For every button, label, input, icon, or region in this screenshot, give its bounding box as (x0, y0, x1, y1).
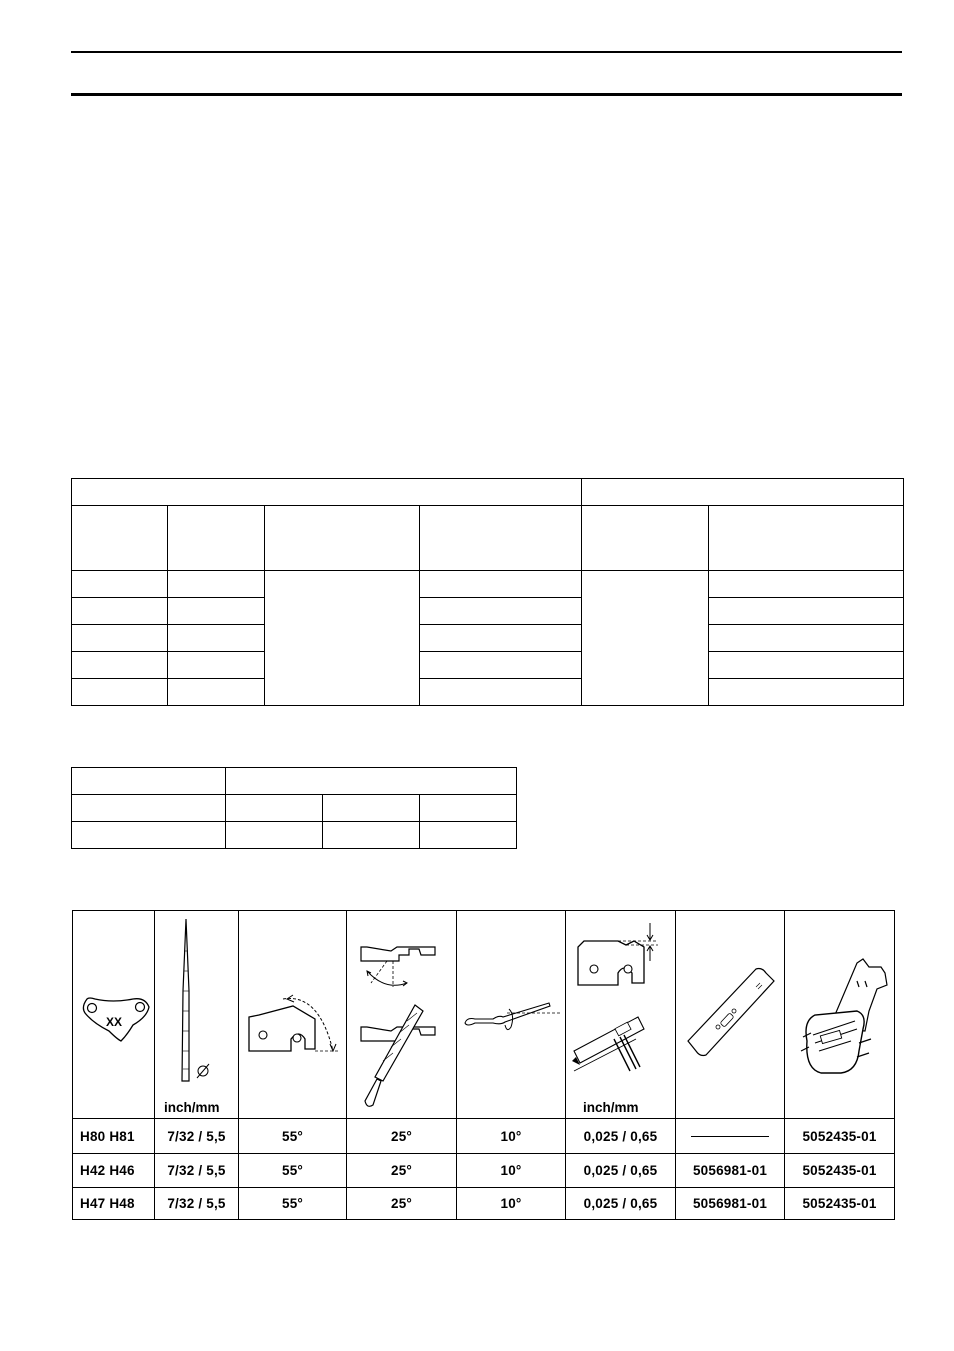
illustration-row (73, 911, 895, 1119)
top-plate-angle-value: 55° (239, 1188, 347, 1220)
file-diameter-cell (155, 911, 239, 1119)
table-row (72, 598, 904, 625)
table-cell (72, 822, 226, 849)
model-cell: H42 H46 (73, 1154, 155, 1188)
table-cell (323, 795, 420, 822)
marking-cell (73, 911, 155, 1119)
depth-gauge-setting-icon (566, 911, 676, 1118)
table-cell (420, 598, 582, 625)
depth-gauge-tool-icon (676, 911, 785, 1118)
chain-spec-table (71, 767, 517, 849)
table-cell (582, 571, 709, 706)
not-applicable-dash (691, 1136, 769, 1137)
sharpening-equipment-table (72, 910, 895, 1220)
table-cell (168, 506, 265, 571)
table-cell (420, 795, 517, 822)
file-holder-value: 5052435-01 (785, 1154, 895, 1188)
table-cell (72, 598, 168, 625)
table-header-row (72, 479, 904, 506)
table-cell (226, 795, 323, 822)
chain-link-marking-icon (73, 911, 155, 1118)
table-cell (709, 571, 904, 598)
file-diameter-unit: inch/mm (164, 1100, 220, 1115)
depth-gauge-cell (566, 911, 676, 1119)
table-row (73, 1188, 895, 1220)
model-cell: H47 H48 (73, 1188, 155, 1220)
table-cell (72, 679, 168, 706)
table-cell (168, 598, 265, 625)
table-cell (420, 625, 582, 652)
top-plate-angle-cell (239, 911, 347, 1119)
file-diameter-value: 7/32 / 5,5 (155, 1154, 239, 1188)
filing-angle-value: 25° (347, 1188, 457, 1220)
table-cell (709, 679, 904, 706)
table-cell (168, 625, 265, 652)
table-row (73, 1154, 895, 1188)
filing-angle-cell (347, 911, 457, 1119)
round-file-icon (155, 911, 239, 1118)
table-header-cell (582, 479, 904, 506)
tilt-angle-cell (457, 911, 566, 1119)
table-cell (582, 506, 709, 571)
table-row (72, 679, 904, 706)
table-cell (323, 822, 420, 849)
gauge-tool-cell (676, 911, 785, 1119)
filing-angle-icon (347, 911, 457, 1118)
file-diameter-value: 7/32 / 5,5 (155, 1119, 239, 1154)
file-holder-cell (785, 911, 895, 1119)
top-plate-angle-icon (239, 911, 347, 1118)
depth-gauge-value: 0,025 / 0,65 (566, 1154, 676, 1188)
top-plate-angle-value: 55° (239, 1119, 347, 1154)
table-cell (265, 506, 420, 571)
table-cell (709, 506, 904, 571)
table-cell (709, 598, 904, 625)
table-header-cell (226, 768, 517, 795)
bar-chain-combination-table (71, 478, 904, 706)
table-cell (72, 571, 168, 598)
table-cell (168, 679, 265, 706)
marking-text: XX (105, 1015, 123, 1029)
filing-angle-value: 25° (347, 1154, 457, 1188)
table-cell (72, 795, 226, 822)
gauge-tool-value (676, 1119, 785, 1154)
table-row (72, 822, 517, 849)
table-row (72, 571, 904, 598)
filing-angle-value: 25° (347, 1119, 457, 1154)
file-holder-value: 5052435-01 (785, 1119, 895, 1154)
table-cell (709, 652, 904, 679)
file-holder-value: 5052435-01 (785, 1188, 895, 1220)
gauge-tool-value: 5056981-01 (676, 1188, 785, 1220)
tilt-angle-value: 10° (457, 1119, 566, 1154)
header-rule-bottom (71, 93, 902, 96)
table-row (72, 795, 517, 822)
depth-gauge-value: 0,025 / 0,65 (566, 1188, 676, 1220)
table-cell (420, 506, 582, 571)
table-cell (420, 822, 517, 849)
table-cell (168, 571, 265, 598)
file-holder-icon (785, 911, 895, 1118)
table-header-row (72, 768, 517, 795)
table-cell (72, 625, 168, 652)
table-row (73, 1119, 895, 1154)
table-cell (420, 652, 582, 679)
table-row (72, 652, 904, 679)
table-cell (420, 571, 582, 598)
tilt-angle-value: 10° (457, 1154, 566, 1188)
table-subheader-row (72, 506, 904, 571)
table-cell (420, 679, 582, 706)
table-row (72, 625, 904, 652)
table-header-cell (72, 479, 582, 506)
table-cell (226, 822, 323, 849)
header-rule-top (71, 51, 902, 53)
table-cell (168, 652, 265, 679)
top-plate-angle-value: 55° (239, 1154, 347, 1188)
depth-gauge-unit: inch/mm (583, 1100, 639, 1115)
table-cell (72, 506, 168, 571)
table-cell (72, 652, 168, 679)
file-tilt-angle-icon (457, 911, 566, 1118)
gauge-tool-value: 5056981-01 (676, 1154, 785, 1188)
file-diameter-value: 7/32 / 5,5 (155, 1188, 239, 1220)
table-cell (265, 571, 420, 706)
model-cell: H80 H81 (73, 1119, 155, 1154)
table-cell (709, 625, 904, 652)
depth-gauge-value: 0,025 / 0,65 (566, 1119, 676, 1154)
table-cell (72, 768, 226, 795)
tilt-angle-value: 10° (457, 1188, 566, 1220)
